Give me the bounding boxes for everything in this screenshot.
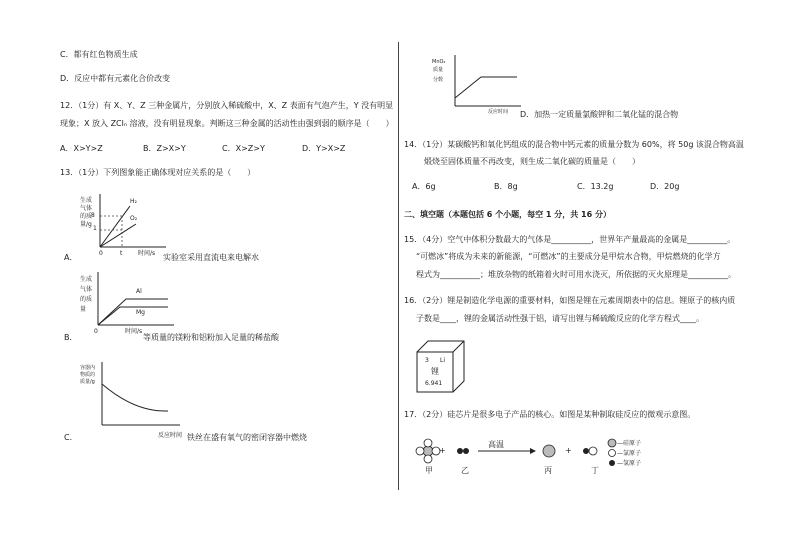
element-mass: 6.941 [425,380,443,387]
label-yi: 乙 [461,466,469,475]
plus-sign-2: + [565,446,572,455]
graph-c-ylabel-1: 容器内 [80,365,96,371]
legend-si-icon [608,439,616,447]
graph-b-xlabel: 时间/s [125,328,143,335]
graph-c-caption: 铁丝在盛有氧气的密闭容器中燃烧 [187,433,307,442]
graph-a-o2-label: O₂ [130,215,138,222]
q12-option-a: A．X>Y>Z [60,144,103,153]
label-jia: 甲 [425,466,433,475]
plus-sign-1: + [439,446,446,455]
section-2-heading: 二、填空题（本题包括 6 个小题，每空 1 分，共 16 分） [404,210,611,219]
q15-line1: 15．（4分）空气中体积分数最大的气体是__________，世界年产量最高的金属是__________。 [404,235,736,244]
graph-a-o2-line [100,224,136,247]
graph-b-al-line [98,299,168,325]
graph-b-origin: 0 [94,328,98,335]
graph-a-h2-line [100,206,130,247]
legend-h-icon [609,460,615,466]
graph-b-ylabel-2: 气体 [80,286,93,293]
q14-line1: 14．（1分）某碳酸钙和氧化钙组成的混合物中钙元素的质量分数为 60%，将 50g 该混合物高温 [404,140,744,149]
graph-b-option-label: B． [64,333,78,342]
legend-h: —氢原子 [617,460,642,467]
graph-d-line [455,77,517,98]
q12-option-c: C．X>Z>Y [222,144,265,153]
q13-stem: 13．（1分）下列图象能正确体现对应关系的是（ ） [60,168,256,177]
arrow-head [530,448,536,454]
q14-option-b: B．8g [494,182,518,191]
label-bing: 丙 [544,466,552,475]
legend-cl-icon [609,450,616,457]
graph-c-curve [102,384,168,411]
graph-c-option-label: C． [64,433,78,442]
graph-b-ylabel-4: 量 [80,306,87,313]
graph-a-h2-label: H₂ [130,198,137,205]
graph-b-al-label: Al [136,288,142,295]
graph-b-ylabel-1: 生成 [80,276,93,283]
legend-si: —硅原子 [617,440,642,447]
option-c: C．都有红色物质生成 [60,50,138,59]
q16-line1: 16．（2分）锂是制造化学电源的重要材料，如图是锂在元素周期表中的信息。锂原子的核内质 [404,296,736,305]
ding-h-atom [583,448,589,454]
option-d: D．反应中都有元素化合价改变 [60,74,171,83]
jia-cl-atom [416,447,424,455]
column-divider [398,42,399,490]
legend-cl: —氯原子 [617,450,642,457]
graph-a-ylabel-2: 气体 [80,205,93,212]
graph-a-option-label: A． [64,253,78,262]
graph-c-ylabel-3: 质量/g [80,379,95,385]
q12-line2: 现象；X 放入 ZClₙ 溶液，没有明显现象。判断这三种金属的活动性由强到弱的顺序是（ ） [60,119,394,128]
graph-a-xlabel: 时间/s [138,250,156,257]
graph-b-mg-line [98,307,168,325]
graph-d-plot [451,55,526,110]
q12-line1: 12．（1分）有 X、Y、Z 三种金属片，分别放入稀硫酸中，X、Z 表面有气泡产生，Y 没有明显 [60,101,394,110]
ding-cl-atom [589,447,597,455]
graph-b-mg-label: Mg [136,309,145,316]
q15-line3: 程式为__________；堆放杂物的纸箱着火时可用水浇灭，所依据的灭火原理是__________。 [416,270,736,279]
jia-si-atom [423,446,433,456]
q16-line2: 子数是____，锂的金属活动性强于铝，请写出锂与稀硫酸反应的化学方程式____。 [416,314,704,323]
q12-option-b: B．Z>X>Y [143,144,186,153]
graph-b-ylabel-3: 的质 [80,296,93,303]
graph-a-t-tick: t [120,250,123,257]
jia-cl-atom [424,439,432,447]
label-ding: 丁 [591,466,599,475]
q12-option-d: D．Y>X>Z [302,144,346,153]
element-symbol: Li [440,357,446,364]
graph-d-ylabel-1: MnO₂ [432,59,446,65]
element-name: 锂 [431,367,439,376]
yi-h-atom [457,448,463,454]
graph-a-ylabel-4: 量/g [80,221,92,228]
q14-line2: 煅烧至固体质量不再改变，则生成二氧化碳的质量是（ ） [424,157,640,166]
graph-c-ylabel-2: 物质的 [80,372,96,378]
bing-si-atom [543,445,555,457]
graph-d-xlabel: 反应时间 [488,109,509,115]
graph-a-ylabel-1: 生成 [80,197,93,204]
graph-a-caption: 实验室采用直流电来电解水 [163,253,259,262]
graph-a-tick-8: 8 [91,212,95,219]
element-number: 3 [425,357,429,364]
graph-b-plot [94,270,179,330]
graph-d-ylabel-3: 分数 [433,77,444,83]
graph-b-caption: 等质量的镁粉和铝粉加入足量的稀盐酸 [143,333,279,342]
graph-a-tick-1: 1 [93,225,97,232]
q14-option-c: C．13.2g [577,182,614,191]
q14-option-d: D．20g [650,182,680,191]
graph-a-origin: 0 [99,250,103,257]
graph-d-caption: D．加热一定质量氯酸钾和二氧化锰的混合物 [520,110,679,119]
q14-option-a: A．6g [412,182,436,191]
graph-c-xlabel: 反应时间 [158,432,183,439]
jia-cl-atom [424,455,432,463]
q17-stem: 17．（2分）硅芯片是很多电子产品的核心。如图是某种制取硅反应的微观示意图。 [404,410,696,419]
yi-h-atom [463,448,469,454]
graph-c-plot [98,362,183,432]
graph-a-ylabel-3: 的质 [80,213,93,220]
graph-d-ylabel-2: 质量 [433,67,444,73]
q15-line2: “可燃冰”将成为未来的新能源，“可燃冰”的主要成分是甲烷水合物，甲烷燃烧的化学方 [416,252,721,261]
reaction-condition: 高温 [488,440,504,449]
